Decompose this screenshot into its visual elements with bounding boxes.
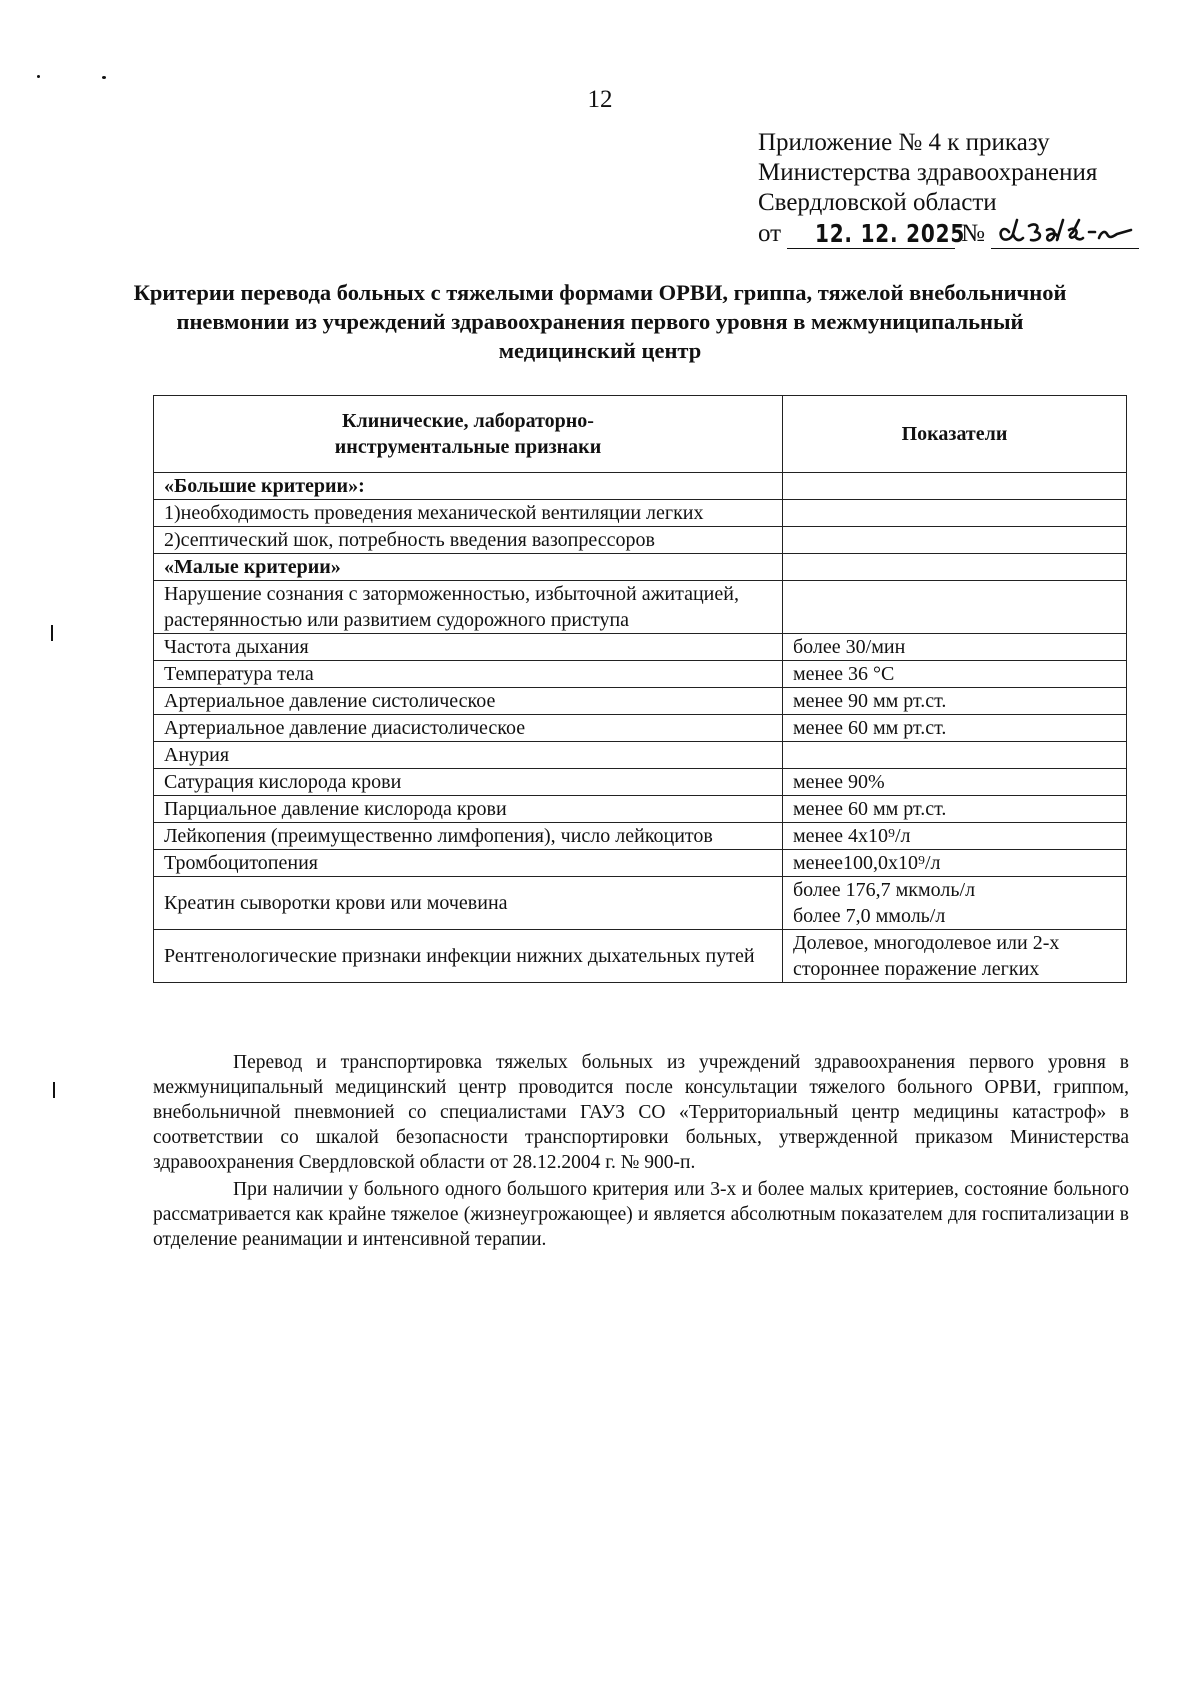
document-title: Критерии перевода больных с тяжелыми формами ОРВИ, гриппа, тяжелой внебольничной пневмонии из учреждений здравоохранения первого уровня в межмуниципальный медицинский центр	[133, 280, 1067, 363]
date-prefix: от	[758, 220, 782, 247]
criterion-value	[783, 500, 1127, 527]
criterion-sign: Температура тела	[154, 661, 783, 688]
criterion-value: менее 90 мм рт.ст.	[783, 688, 1127, 715]
criterion-value: менее 90%	[783, 769, 1127, 796]
table-row	[154, 769, 1127, 796]
criterion-value	[783, 742, 1127, 769]
criterion-sign: Креатин сыворотки крови или мочевина	[154, 877, 783, 930]
table-row	[154, 688, 1127, 715]
criterion-sign: Лейкопения (преимущественно лимфопения), число лейкоцитов	[154, 823, 783, 850]
table-row	[154, 877, 1127, 930]
criterion-value-line: более 176,7 мкмоль/л	[793, 879, 976, 901]
order-date-number-line	[758, 216, 1145, 249]
criterion-value: менее 60 мм рт.ст.	[783, 796, 1127, 823]
criterion-value: менее 60 мм рт.ст.	[783, 715, 1127, 742]
criterion-sign: Анурия	[154, 742, 783, 769]
appendix-line: Министерства здравоохранения	[758, 159, 1098, 186]
scan-speck	[51, 625, 53, 641]
date-blank	[787, 216, 966, 249]
header-signs: Клинические, лабораторно-инструментальные признаки	[154, 396, 783, 473]
table-row	[154, 661, 1127, 688]
criterion-sign: Парциальное давление кислорода крови	[154, 796, 783, 823]
table-row	[154, 500, 1127, 527]
scan-speck	[53, 1082, 55, 1098]
criterion-sign: 1)необходимость проведения механической вентиляции легких	[154, 500, 783, 527]
criterion-value	[783, 554, 1127, 581]
criterion-value: менее100,0x10⁹/л	[783, 850, 1127, 877]
criterion-sign: Частота дыхания	[154, 634, 783, 661]
criterion-sign: 2)септический шок, потребность введения вазопрессоров	[154, 527, 783, 554]
scan-speck	[102, 76, 106, 79]
table-row	[154, 581, 1127, 634]
header-values: Показатели	[783, 396, 1127, 473]
criterion-value	[783, 581, 1127, 634]
criterion-value: Долевое, многодолевое или 2-х стороннее поражение легких	[783, 930, 1127, 983]
criteria-table	[153, 395, 1127, 983]
table-row	[154, 823, 1127, 850]
criterion-value-line: более 7,0 ммоль/л	[793, 905, 946, 927]
criterion-value	[783, 877, 1127, 930]
paragraph-criteria-note: При наличии у больного одного большого критерия или 3-х и более малых критериев, состояние больного рассматривается как крайне тяжелое (жизнеугрожающее) и является абсолютным показателем для госпитализации в отделение реанимации и интенсивной терапии.	[153, 1179, 1129, 1250]
criterion-sign: Сатурация кислорода крови	[154, 769, 783, 796]
number-prefix: №	[961, 220, 985, 247]
criterion-sign: «Большие критерии»:	[154, 473, 783, 500]
order-date: 12. 12. 2025	[815, 219, 966, 248]
table-row	[154, 634, 1127, 661]
table-row	[154, 554, 1127, 581]
criterion-sign: «Малые критерии»	[154, 554, 783, 581]
criterion-sign: Тромбоцитопения	[154, 850, 783, 877]
appendix-line: Приложение № 4 к приказу	[758, 129, 1050, 156]
paragraph-transfer: Перевод и транспортировка тяжелых больных из учреждений здравоохранения первого уровня в межмуниципальный медицинский центр проводится после консультации тяжелого больного ОРВИ, гриппом, внебольничной пневмонией со специалистами ГАУЗ СО «Территориальный центр медицины катастроф» в соответствии со шкалой безопасности транспортировки больных, утвержденной приказом Министерства здравоохранения Свердловской области от 28.12.2004 г. № 900-п.	[153, 1052, 1129, 1173]
criterion-value: менее 36 °С	[783, 661, 1127, 688]
table-row	[154, 742, 1127, 769]
page-number: 12	[587, 86, 613, 113]
criterion-value: более 30/мин	[783, 634, 1127, 661]
scan-speck	[37, 75, 40, 78]
table-row	[154, 850, 1127, 877]
appendix-line: Свердловской области	[758, 189, 997, 216]
table-row	[154, 527, 1127, 554]
criterion-sign: Артериальное давление систолическое	[154, 688, 783, 715]
appendix-header	[758, 128, 1145, 249]
table-row	[154, 796, 1127, 823]
table-row	[154, 715, 1127, 742]
criterion-value: менее 4x10⁹/л	[783, 823, 1127, 850]
table-header-row	[154, 396, 1127, 473]
table-row	[154, 473, 1127, 500]
criterion-sign: Артериальное давление диасистолическое	[154, 715, 783, 742]
criterion-value	[783, 473, 1127, 500]
handwritten-order-number	[995, 214, 1135, 248]
criterion-value	[783, 527, 1127, 554]
table-row	[154, 930, 1127, 983]
criterion-sign: Нарушение сознания с заторможенностью, избыточной ажитацией, растерянностью или развитием судорожного приступа	[154, 581, 783, 634]
number-blank	[991, 216, 1139, 249]
criterion-sign: Рентгенологические признаки инфекции нижних дыхательных путей	[154, 930, 783, 983]
